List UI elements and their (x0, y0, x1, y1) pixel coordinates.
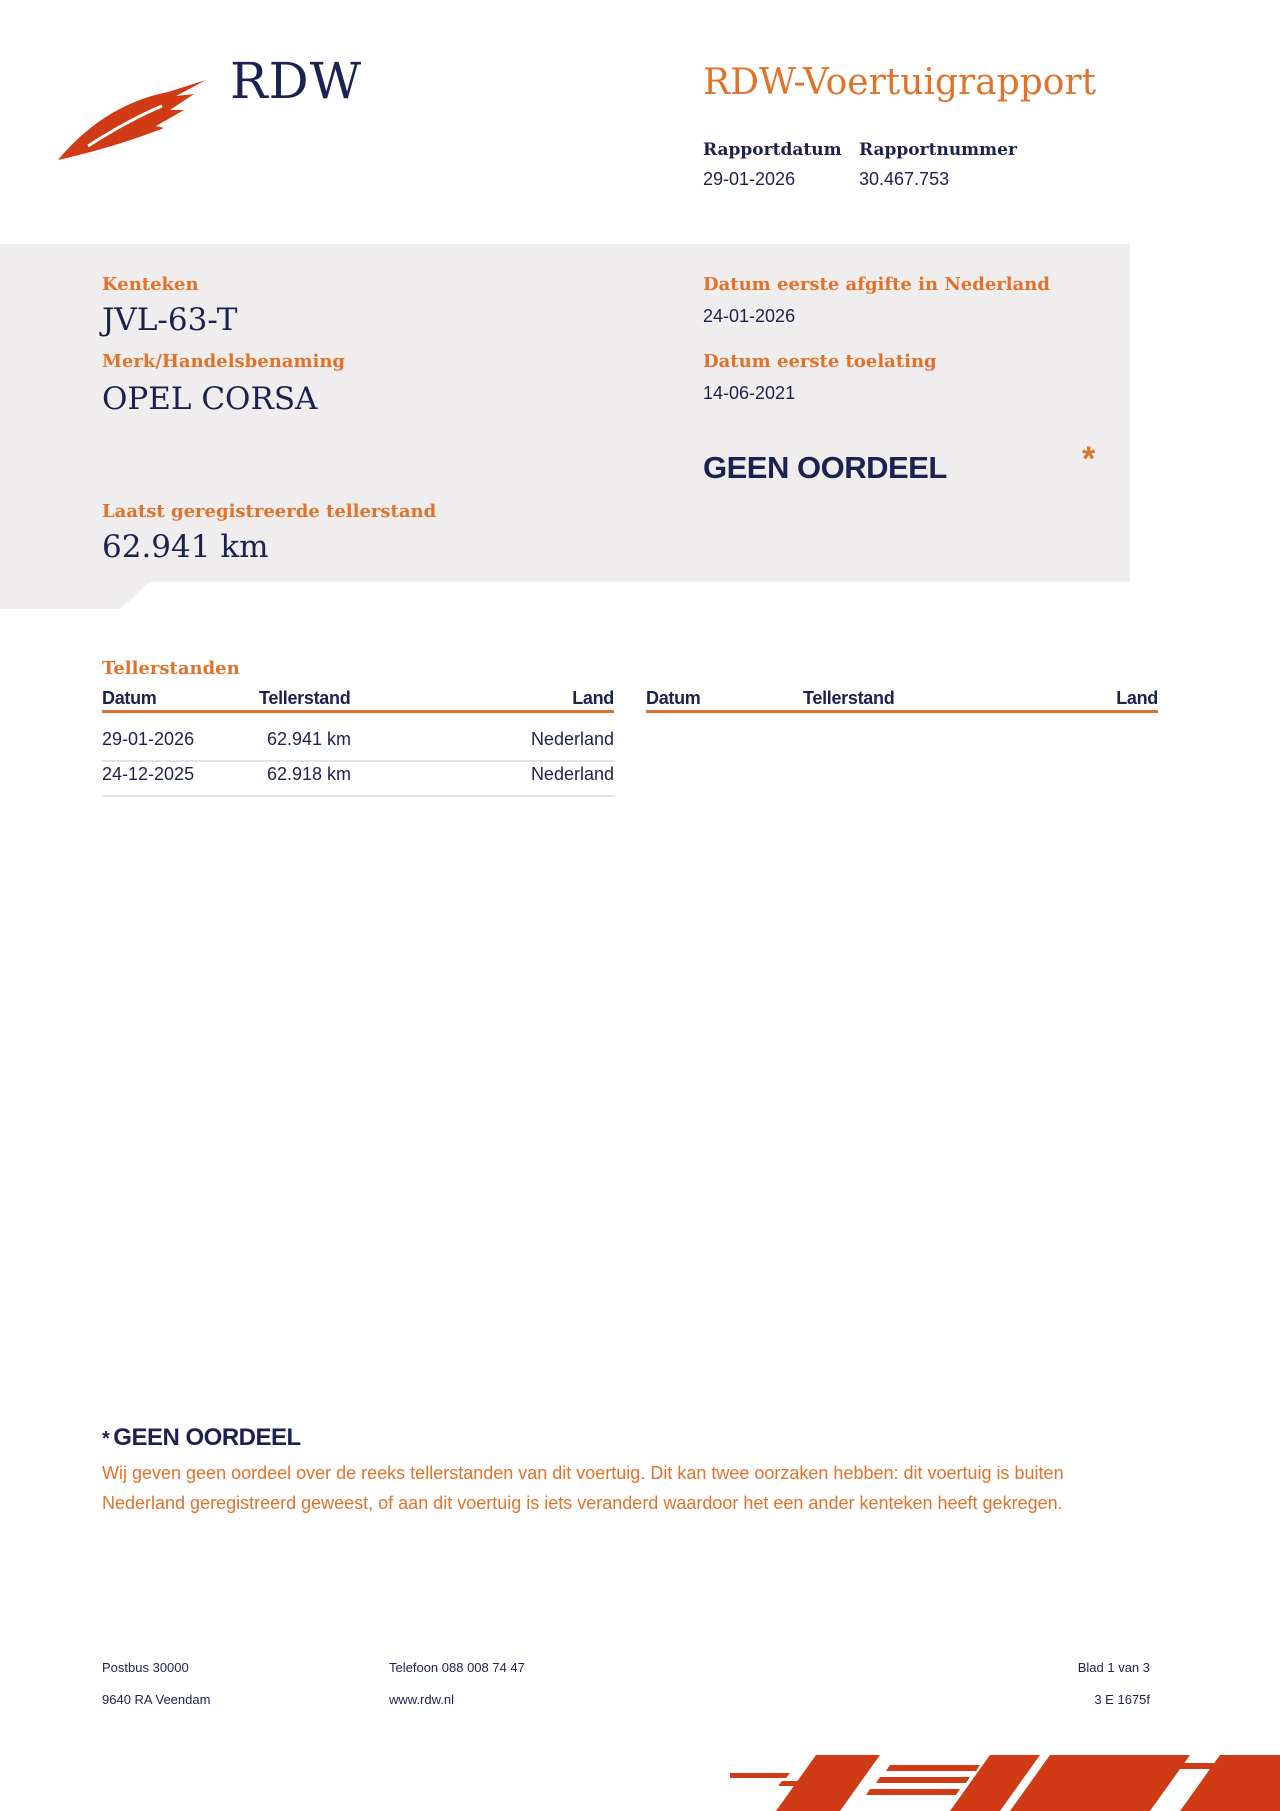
make-label: Merk/Handelsbenaming (102, 351, 346, 372)
plate-value: JVL-63-T (102, 302, 238, 338)
header-rule (646, 710, 1158, 713)
footer-document-code: 3 E 1675f (1094, 1692, 1150, 1707)
report-date: 29-01-2026 (703, 169, 796, 189)
first-admission-label: Datum eerste toelating (703, 351, 937, 372)
table-row-country: Nederland (530, 729, 614, 749)
last-odometer-value: 62.941 km (102, 529, 269, 565)
vehicle-summary-panel (0, 244, 1130, 582)
panel-tab-decoration (0, 582, 150, 609)
brand-name: RDW (230, 52, 363, 110)
first-issue-nl-label: Datum eerste afgifte in Nederland (703, 274, 1050, 295)
row-divider (102, 795, 614, 797)
row-divider (102, 760, 614, 762)
footer-website[interactable]: www.rdw.nl (389, 1692, 455, 1707)
make-value: OPEL CORSA (102, 381, 318, 417)
column-header-country: Land (1116, 688, 1158, 708)
first-issue-nl-value: 24-01-2026 (703, 306, 796, 326)
table-row-country: Nederland (530, 764, 614, 784)
verdict-text: GEEN OORDEEL (703, 450, 947, 485)
report-date-label: Rapportdatum (703, 140, 842, 160)
report-title: RDW-Voertuigrapport (703, 62, 1097, 103)
footer-phone: Telefoon 088 008 74 47 (389, 1660, 525, 1675)
footer-stripes-icon (730, 1755, 1280, 1811)
column-header-reading: Tellerstand (259, 688, 351, 708)
plate-label: Kenteken (102, 274, 199, 295)
rdw-logo-icon (58, 80, 210, 162)
first-admission-value: 14-06-2021 (703, 383, 796, 403)
footer-postbus: Postbus 30000 (102, 1660, 189, 1675)
table-row-reading: 62.941 km (267, 729, 352, 749)
column-header-date: Datum (646, 688, 701, 708)
header-rule (102, 710, 614, 713)
table-row-date: 24-12-2025 (102, 764, 195, 784)
column-header-reading: Tellerstand (803, 688, 895, 708)
odometer-section-title: Tellerstanden (102, 658, 240, 679)
footnote-title (102, 1424, 301, 1452)
report-number-label: Rapportnummer (859, 140, 1017, 160)
footnote-text: Wij geven geen oordeel over de reeks tellerstanden van dit voertuig. Dit kan twee oorzaken hebben: dit voertuig is buiten Nederland geregistreerd geweest, of aan dit voertuig is iets veranderd waardoor het een ander kenteken heeft gekregen. (102, 1463, 1064, 1513)
report-number: 30.467.753 (859, 169, 950, 189)
last-odometer-label: Laatst geregistreerde tellerstand (102, 501, 437, 522)
footnote-marker: * (102, 1428, 110, 1450)
column-header-country: Land (572, 688, 614, 708)
column-header-date: Datum (102, 688, 157, 708)
footnote-title-text: GEEN OORDEEL (113, 1424, 301, 1451)
footer-city: 9640 RA Veendam (102, 1692, 211, 1707)
verdict-asterisk: * (1082, 440, 1096, 478)
footer-page-number: Blad 1 van 3 (1077, 1660, 1150, 1675)
table-row-reading: 62.918 km (267, 764, 352, 784)
table-row-date: 29-01-2026 (102, 729, 195, 749)
